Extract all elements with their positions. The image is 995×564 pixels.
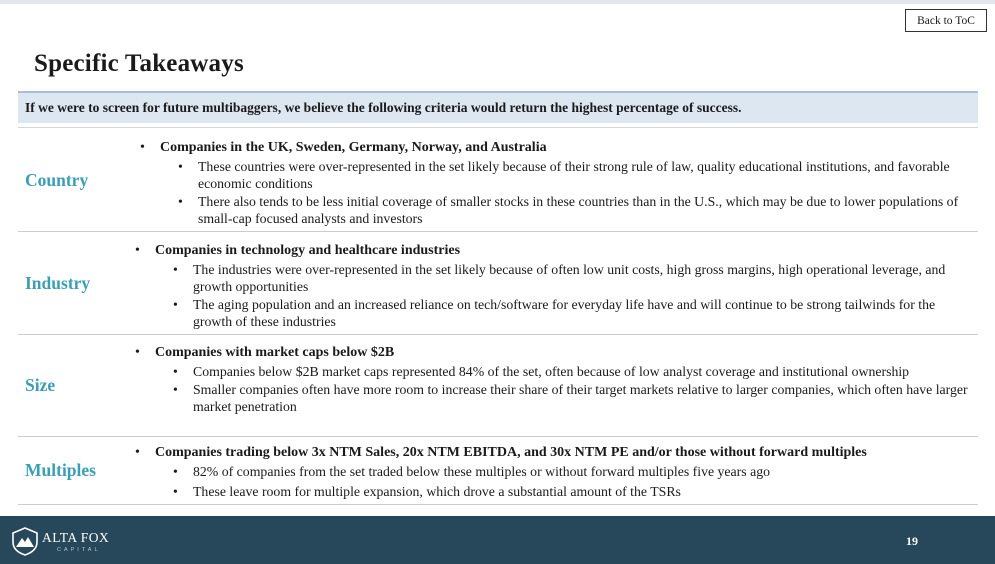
banner-divider (18, 127, 978, 128)
bullet-icon: • (135, 345, 140, 360)
sub-bullet (173, 363, 970, 380)
main-bullet (135, 444, 970, 461)
row-size (18, 335, 978, 437)
row-country (18, 129, 978, 232)
banner-text: If we were to screen for future multibaggers, we believe the following criteria would return the highest percentage of success. (25, 100, 742, 115)
row-content-size (135, 344, 970, 416)
footer-bar (0, 516, 995, 564)
bullet-icon: • (173, 382, 178, 397)
mountain-shield-icon (10, 526, 40, 556)
main-bullet-text: Companies with market caps below $2B (155, 345, 395, 360)
sub-bullet-text: Smaller companies often have more room to increase their share of their target markets relative to larger companies, which often have larger market penetration (193, 382, 968, 414)
sub-bullet-text: Companies below $2B market caps represented 84% of the set, often because of low analyst coverage and institutional ownership (193, 364, 910, 379)
sub-bullet-text: The aging population and an increased reliance on tech/software for everyday life have and will continue to be strong tailwinds for the growth of these industries (193, 297, 936, 329)
sub-bullet (178, 158, 970, 192)
sub-bullet-text: 82% of companies from the set traded below these multiples or without forward multiples five years ago (193, 464, 771, 479)
main-bullet (135, 344, 970, 361)
sub-bullet (178, 193, 970, 227)
bullet-icon: • (173, 484, 178, 499)
row-content-industry (135, 242, 970, 331)
row-label-size: Size (25, 375, 56, 395)
brand-name: ALTA FOX (42, 530, 110, 545)
sub-bullet (173, 463, 970, 480)
sub-bullet (173, 261, 970, 295)
sub-bullet-text: The industries were over-represented in the set likely because of often low unit costs, high gross margins, high operational leverage, and growth opportunities (193, 262, 946, 294)
top-rule (0, 0, 995, 4)
bullet-icon: • (173, 262, 178, 277)
bullet-icon: • (178, 159, 183, 174)
bullet-icon: • (173, 464, 178, 479)
row-label-industry: Industry (25, 272, 91, 293)
back-to-toc-button[interactable]: Back to ToC (905, 9, 987, 32)
main-bullet-text: Companies in technology and healthcare industries (155, 243, 461, 258)
sub-bullet (173, 296, 970, 330)
sub-bullet-text: These leave room for multiple expansion, which drove a substantial amount of the TSRs (193, 484, 681, 499)
page-number: 19 (906, 534, 918, 548)
main-bullet (135, 242, 970, 259)
row-content-multiples (135, 444, 970, 501)
bullet-icon: • (178, 194, 183, 209)
main-bullet-text: Companies in the UK, Sweden, Germany, Norway, and Australia (160, 140, 547, 155)
row-label-country: Country (25, 169, 89, 190)
page-title: Specific Takeaways (34, 50, 244, 77)
takeaways-table (18, 129, 978, 505)
sub-bullet-text: There also tends to be less initial coverage of smaller stocks in these countries than in the U.S., which may be due to lower populations of small-cap focused analysts and investors (198, 194, 959, 226)
bullet-icon: • (140, 140, 145, 155)
sub-bullet (173, 381, 970, 415)
row-content-country (140, 139, 970, 228)
sub-bullet (173, 483, 970, 500)
row-industry (18, 232, 978, 335)
criteria-banner (18, 91, 978, 123)
bullet-icon: • (135, 445, 140, 460)
sub-bullet-text: These countries were over-represented in the set likely because of their strong rule of law, quality educational institutions, and favorable economic conditions (198, 159, 950, 191)
bullet-icon: • (135, 243, 140, 258)
bullet-icon: • (173, 364, 178, 379)
brand-subtitle: CAPITAL (57, 547, 101, 553)
row-label-multiples: Multiples (25, 460, 96, 480)
main-bullet (140, 139, 970, 156)
bullet-icon: • (173, 297, 178, 312)
row-multiples (18, 437, 978, 505)
main-bullet-text: Companies trading below 3x NTM Sales, 20x NTM EBITDA, and 30x NTM PE and/or those without forward multiples (155, 445, 867, 460)
